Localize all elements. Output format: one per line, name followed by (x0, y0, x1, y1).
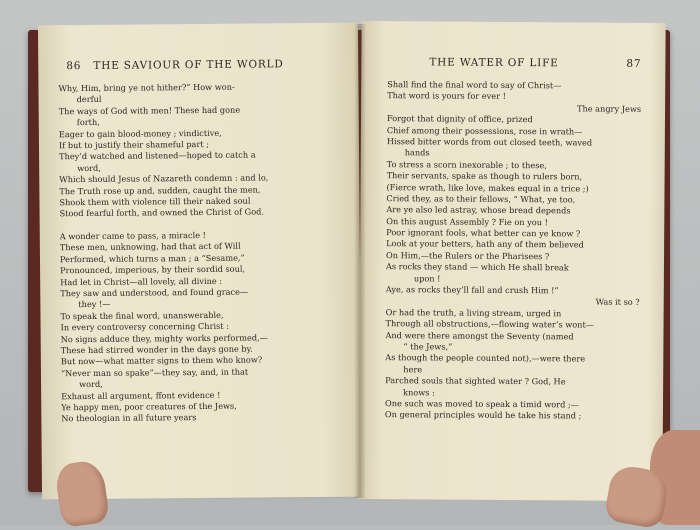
text-line: The ways of God with men! These had gone (58, 104, 241, 117)
text-line: Parched souls that sighted water ? God, He (385, 375, 566, 387)
text-line: hands (404, 147, 430, 158)
text-line: Stood fearful forth, and owned the Christ of God. (59, 206, 265, 219)
text-line: As though the people counted not),—were there (385, 352, 586, 364)
text-line: The angry Jews (576, 103, 642, 114)
text-line: On Him,—the Rulers or the Pharisees ? (386, 249, 550, 262)
text-line: here (403, 364, 423, 375)
text-line: They’d watched and listened—hoped to catch a (59, 149, 256, 162)
text-line: Performed, which turns a man ; a “Sesame,” (59, 252, 245, 265)
text-line: Ye happy men, poor creatures of the Jews, (61, 400, 237, 413)
text-line: Or had the truth, a living stream, urged in (385, 306, 562, 319)
text-line: These had stirred wonder in the days gone by. (60, 343, 253, 356)
text-line: Shall find the final word to say of Christ— (387, 79, 562, 91)
text-line: Their servants, spake as though to rulers born, (386, 170, 583, 182)
text-line: Cried they, as to their fellows, “ What, ye too, (386, 193, 576, 205)
text-line: One such was moved to speak a timid word ;— (384, 398, 579, 410)
right-page-text (385, 79, 659, 423)
text-line: Was it so ? (595, 297, 640, 308)
text-line: Why, Him, bring ye not hither?” How won- (58, 81, 235, 94)
text-line: upon ! (413, 272, 441, 284)
text-line: And were there amongst the Seventy (named (385, 329, 574, 342)
text-line: No theologian in all future years (61, 412, 197, 424)
text-line: A wonder came to pass, a miracle ! (59, 230, 206, 242)
text-line: The Truth rose up and, sudden, caught the men, (59, 183, 261, 196)
left-page (38, 23, 362, 500)
right-page-header (389, 56, 641, 70)
text-line: they !— (78, 299, 111, 310)
text-line: Through all obstructions,—flowing water’s wont— (385, 318, 594, 330)
text-line: forth, (76, 117, 100, 128)
left-page-header (66, 58, 283, 72)
text-line: These men, unknowing, had that act of Will (59, 241, 241, 253)
text-line: In every controversy concerning Christ : (60, 320, 229, 333)
text-line: If but to justify their shameful part ; (58, 138, 210, 151)
text-line: On this august Assembly ? Fie on you ! (386, 215, 548, 227)
text-line: That word is yours for ever ! (387, 90, 506, 102)
text-line: As rocks they stand — which He shall break (385, 261, 569, 273)
text-line: Chief among their possessions, rose in wrath— (386, 124, 583, 137)
text-line: To stress a scorn inexorable ; to these, (386, 158, 547, 170)
book-gutter (354, 24, 366, 498)
text-line: Poor ignorant fools, what better can ye know ? (386, 227, 581, 239)
page-number: 87 (626, 57, 642, 70)
text-line: No signs adduce they, mighty works performed,— (60, 332, 268, 344)
text-line: “Never man so spake”—they say, and, in that (60, 366, 249, 378)
text-line: Forgot that dignity of office, prized (386, 113, 533, 125)
text-line: (Fierce wrath, like love, makes equal in a trice ;) (386, 181, 589, 194)
text-line: To speak the final word, unanswerable, (60, 309, 224, 322)
text-line: word, (79, 379, 103, 390)
text-line: On general principles would he take his stand ; (384, 409, 582, 421)
left-page-text (58, 81, 353, 425)
text-line: derful (76, 94, 102, 105)
text-line: Are ye also led astray, whose bread depends (386, 204, 571, 216)
text-line: Aye, as rocks they’ll fall and crush Him !” (385, 284, 559, 296)
text-line: “ the Jews,” (403, 341, 453, 352)
text-line: knows : (403, 386, 435, 398)
text-line: But now—what matter signs to them who know? (60, 354, 263, 367)
text-line: Had let in Christ—all lovely, all divine : (60, 275, 223, 287)
text-line: Look at your betters, hath any of them believed (386, 238, 584, 250)
text-line: Pronounced, imperious, by their sordid soul, (60, 263, 246, 276)
text-line: Eager to gain blood-money ; vindictive, (58, 127, 222, 139)
text-line: Exhaust all argument, ffont evidence ! (61, 389, 221, 401)
text-line: word, (77, 162, 101, 173)
running-head: THE WATER OF LIFE (429, 56, 559, 70)
page-number: 86 (66, 60, 82, 73)
right-page (358, 21, 665, 501)
text-line: Shook them with violence till their naked soul (59, 195, 251, 208)
text-line: They saw and understood, and found grace— (60, 286, 249, 299)
running-head: THE SAVIOUR OF THE WORLD (93, 58, 284, 72)
text-line: Hissed bitter words from out closed teeth, waved (386, 136, 593, 148)
text-line: Which should Jesus of Nazareth condemn : and lo, (59, 172, 269, 185)
